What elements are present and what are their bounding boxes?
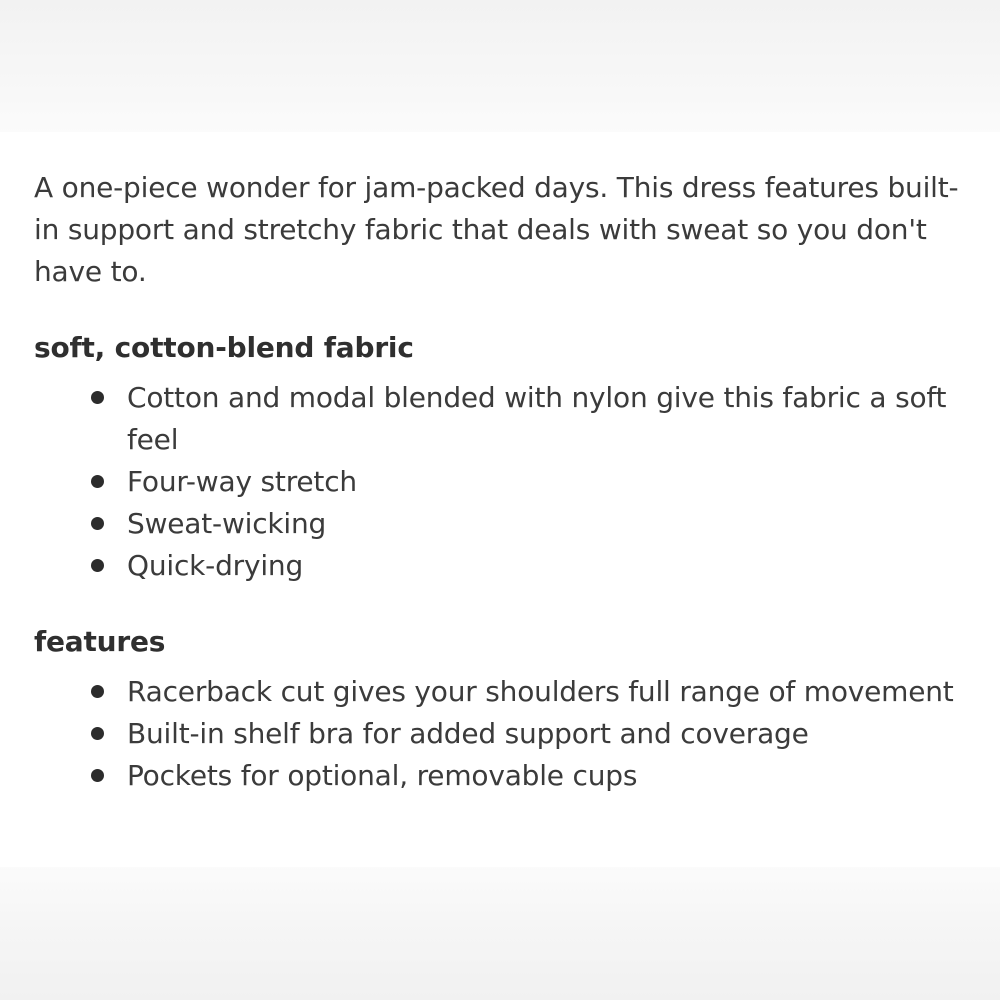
- bullet-dot-icon: [91, 391, 104, 404]
- bullet-dot-icon: [91, 685, 104, 698]
- product-description-panel: [0, 132, 1000, 867]
- bullet-dot-icon: [91, 517, 104, 530]
- list-item-text: Cotton and modal blended with nylon give this fabric a soft feel: [127, 381, 947, 456]
- list-item: [127, 755, 974, 797]
- list-item-text: Quick-drying: [127, 549, 304, 582]
- section-heading-fabric: soft, cotton-blend fabric: [34, 331, 414, 364]
- fabric-bullet-list: [34, 377, 974, 587]
- background-bottom: [0, 865, 1000, 1000]
- list-item: [127, 461, 974, 503]
- list-item-text: Built-in shelf bra for added support and coverage: [127, 717, 809, 750]
- bullet-dot-icon: [91, 727, 104, 740]
- list-item-text: Pockets for optional, removable cups: [127, 759, 638, 792]
- bullet-dot-icon: [91, 475, 104, 488]
- background-top: [0, 0, 1000, 135]
- list-item: [127, 377, 974, 461]
- list-item-text: Sweat-wicking: [127, 507, 327, 540]
- list-item: [127, 503, 974, 545]
- bullet-dot-icon: [91, 769, 104, 782]
- list-item: [127, 545, 974, 587]
- list-item: [127, 713, 974, 755]
- intro-paragraph: A one-piece wonder for jam-packed days. This dress features built-in support and stretchy fabric that deals with sweat so you don't have to.: [34, 171, 959, 288]
- features-bullet-list: [34, 671, 974, 797]
- bullet-dot-icon: [91, 559, 104, 572]
- list-item-text: Racerback cut gives your shoulders full range of movement: [127, 675, 954, 708]
- section-heading-features: features: [34, 625, 166, 658]
- product-description-content: [34, 167, 974, 797]
- list-item: [127, 671, 974, 713]
- list-item-text: Four-way stretch: [127, 465, 357, 498]
